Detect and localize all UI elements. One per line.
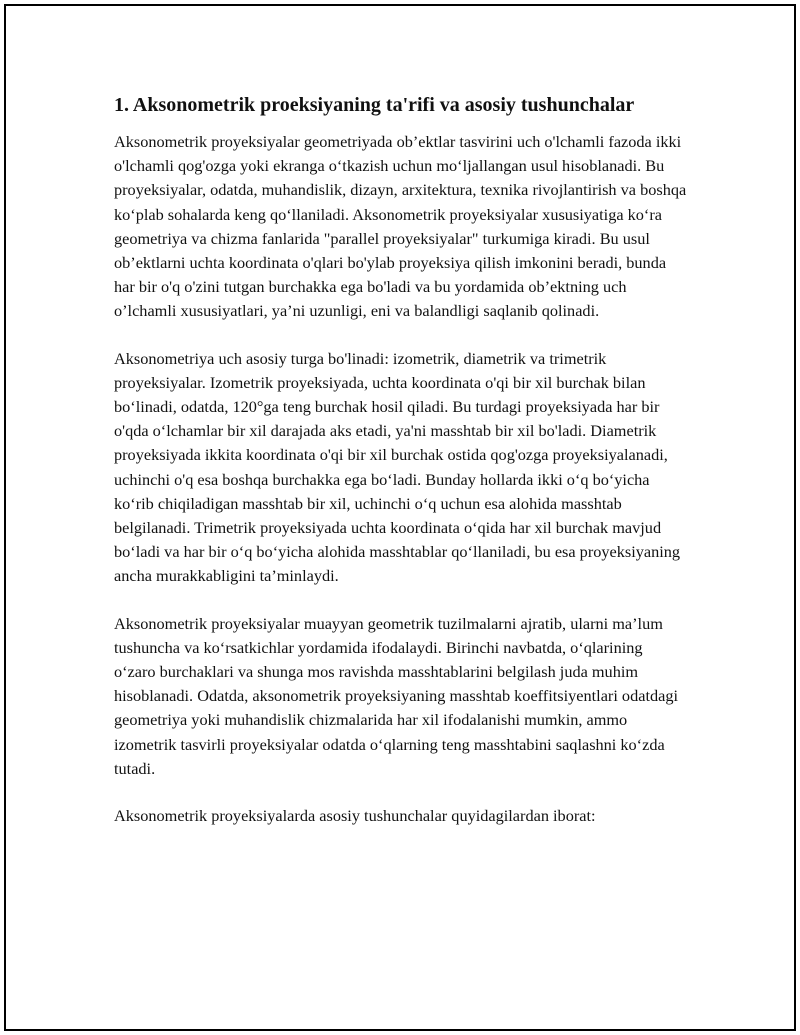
paragraph-definition: Aksonometrik proyeksiyalar geometriyada ob’ektlar tasvirini uch o'lchamli fazoda ikki o'lchamli qog'ozga yoki ekranga o‘tkazish uchun mo‘ljallangan usul hisoblanadi. Bu proyeksiyalar, odatda, muhandislik, dizayn, arxitektura, texnika rivojlantirish va boshqa ko‘plab sohalarda keng qo‘llaniladi. Aksonometrik proyeksiyalar xususiyatiga ko‘ra geometriya va chizma fanlarida "parallel proyeksiyalar" turkumiga kiradi. Bu usul ob’ektlarni uchta koordinata o'qlari bo'ylab proyeksiya qilish imkonini beradi, bunda har bir o'q o'zini tutgan burchakka ega bo'ladi va bu yordamida ob’ektning uch o’lchamli xususiyatlari, ya’ni uzunligi, eni va balandligi saqlanib qolinadi. bbox=[114, 132, 687, 321]
document-body bbox=[114, 92, 688, 851]
paragraph-list-intro: Aksonometrik proyeksiyalarda asosiy tushunchalar quyidagilardan iborat: bbox=[114, 806, 596, 826]
paragraph-types: Aksonometriya uch asosiy turga bo'linadi: izometrik, diametrik va trimetrik proyeksiyalar. Izometrik proyeksiyada, uchta koordinata o'qi bir xil burchak bilan bo‘linadi, odatda, 120°ga teng burchak hosil qiladi. Bu turdagi proyeksiyada har bir o'qda o‘lchamlar bir xil darajada aks etadi, ya'ni masshtab bir xil bo'ladi. Diametrik proyeksiyada ikkita koordinata o'qi bir xil burchak ostida qog'ozga proyeksiyalanadi, uchinchi o'q esa boshqa burchakka ega bo‘ladi. Bunday hollarda ikki o‘q bo‘yicha ko‘rib chiqiladigan masshtab bir xil, uchinchi o‘q uchun esa alohida masshtab belgilanadi. Trimetrik proyeksiyada uchta koordinata o‘qida har xil burchak mavjud bo‘ladi va har bir o‘q bo‘yicha alohida masshtablar qo‘llaniladi, bu esa proyeksiyaning ancha murakkabligini ta’minlaydi. bbox=[114, 348, 681, 586]
paragraph-concepts: Aksonometrik proyeksiyalar muayyan geometrik tuzilmalarni ajratib, ularni ma’lum tushuncha va ko‘rsatkichlar yordamida ifodalaydi. Birinchi navbatda, o‘qlarining o‘zaro burchaklari va shunga mos ravishda masshtablarini belgilash juda muhim hisoblanadi. Odatda, aksonometrik proyeksiyaning masshtab koeffitsiyentlari odatdagi geometriya yoki muhandislik chizmalarida har xil ifodalanishi mumkin, ammo izometrik tasvirli proyeksiyalar odatda o‘qlarning teng masshtabini saqlashni ko‘zda tutadi. bbox=[114, 613, 678, 778]
section-heading: 1. Aksonometrik proeksiyaning ta'rifi va asosiy tushunchalar bbox=[114, 94, 635, 116]
